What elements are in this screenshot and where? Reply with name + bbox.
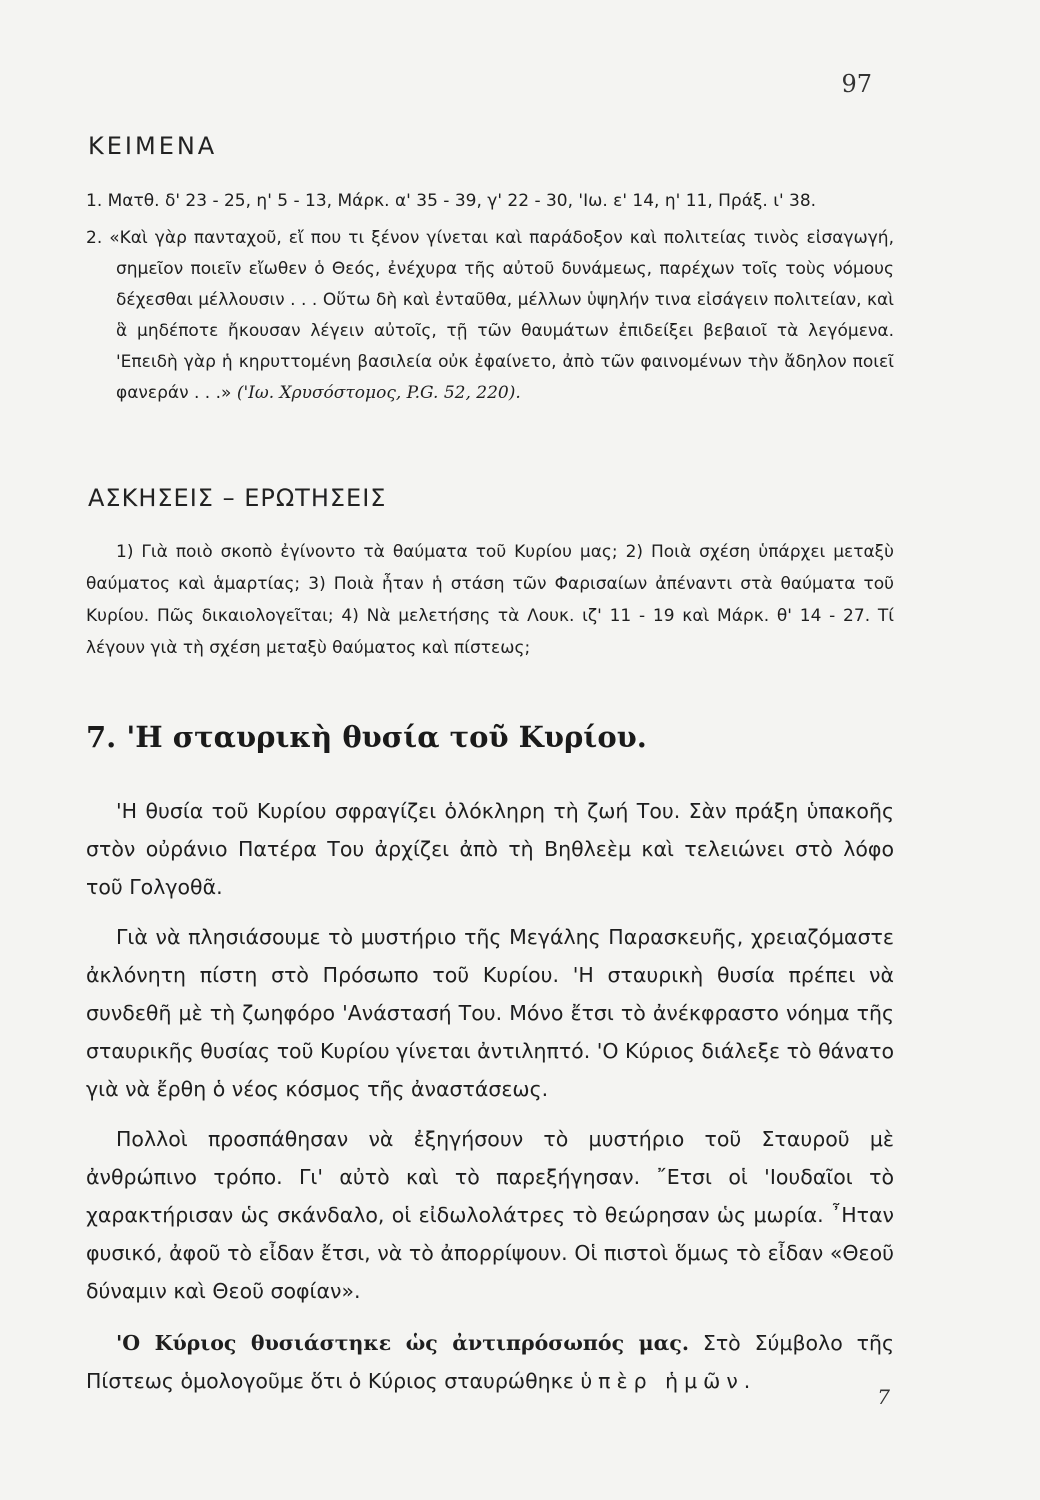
paragraph-4-spaced: ὑπὲρ ἡμῶν. xyxy=(580,1369,757,1393)
keimena-item-1: 1. Ματθ. δ' 23 - 25, η' 5 - 13, Μάρκ. α' 35 - 39, γ' 22 - 30, 'Ιω. ε' 14, η' 11, Πράξ. ι' 38. xyxy=(86,191,817,211)
paragraph-4 xyxy=(86,1324,894,1400)
keimena-list xyxy=(86,186,894,409)
paragraph-4-lead: 'Ο Κύριος θυσιάστηκε ὡς ἀντιπρόσωπός μας. xyxy=(116,1331,689,1355)
paragraph-3: Πολλοὶ προσπάθησαν νὰ ἐξηγήσουν τὸ μυστήριο τοῦ Σταυροῦ μὲ ἀνθρώπινο τρόπο. Γι' αὐτὸ καὶ τὸ παρεξήγησαν. ῎Ετσι οἱ 'Ιουδαῖοι τὸ χαρακτήρισαν ὡς σκάνδαλο, οἱ εἰδωλολάτρες τὸ θεώρησαν ὡς μωρία. ῏Ηταν φυσικό, ἀφοῦ τὸ εἶδαν ἔτσι, νὰ τὸ ἀπορρίψουν. Οἱ πιστοὶ ὅμως τὸ εἶδαν «Θεοῦ δύναμιν καὶ Θεοῦ σοφίαν». xyxy=(86,1127,894,1303)
paragraph-2: Γιὰ νὰ πλησιάσουμε τὸ μυστήριο τῆς Μεγάλης Παρασκευῆς, χρειαζόμαστε ἀκλόνητη πίστη στὸ Πρόσωπο τοῦ Κυρίου. 'Η σταυρικὴ θυσία πρέπει νὰ συνδεθῆ μὲ τὴ ζωηφόρο 'Ανάστασή Του. Μόνο ἔτσι τὸ ἀνέκφραστο νόημα τῆς σταυρικῆς θυσίας τοῦ Κυρίου γίνεται ἀντιληπτό. 'Ο Κύριος διάλεξε τὸ θάνατο γιὰ νὰ ἔρθη ὁ νέος κόσμος τῆς ἀναστάσεως. xyxy=(86,925,894,1101)
page-number: 97 xyxy=(841,70,872,98)
paragraph-4-text: Στὸ Σύμβολο τῆς Πίστεως ὁμολογοῦμε ὅτι ὁ Κύριος σταυρώθηκε xyxy=(86,1331,894,1393)
keimena-item-2-text: 2. «Καὶ γὰρ πανταχοῦ, εἴ που τι ξένον γίνεται καὶ παράδοξον καὶ πολιτείας τινὸς εἰσαγωγή, σημεῖον ποιεῖν εἴωθεν ὁ Θεός, ἐνέχυρα τῆς αὐτοῦ δυνάμεως, παρέχων τοῖς τοὺς νόμους δέχεσθαι μέλλουσιν . . . Οὕτω δὴ καὶ ἐνταῦθα, μέλλων ὑψηλήν τινα εἰσάγειν πολιτείαν, καὶ ἃ μηδέποτε ἤκουσαν λέγειν αὐτοῖς, τῇ τῶν θαυμάτων ἐπιδείξει βεβαιοῖ τὰ λεγόμενα. 'Επειδὴ γὰρ ἡ κηρυττομένη βασιλεία οὐκ ἐφαίνετο, ἀπὸ τῶν φαινομένων τὴν ἄδηλον ποιεῖ φανεράν . . .» xyxy=(86,228,894,403)
keimena-item-2 xyxy=(86,223,894,409)
chapter-body xyxy=(86,792,894,1412)
signature-mark: 7 xyxy=(877,1385,890,1409)
chapter-title: 7. 'Η σταυρικὴ θυσία τοῦ Κυρίου. xyxy=(86,720,647,754)
exercises-heading: ΑΣΚΗΣΕΙΣ – ΕΡΩΤΗΣΕΙΣ xyxy=(88,484,387,512)
keimena-heading: ΚΕΙΜΕΝΑ xyxy=(88,132,218,160)
paragraph-1: 'Η θυσία τοῦ Κυρίου σφραγίζει ὁλόκληρη τὴ ζωή Του. Σὰν πράξη ὑπακοῆς στὸν οὐράνιο Πατέρα Του ἀρχίζει ἀπὸ τὴ Βηθλεὲμ καὶ τελειώνει στὸ λόφο τοῦ Γολγοθᾶ. xyxy=(86,799,894,899)
exercises-text: 1) Γιὰ ποιὸ σκοπὸ ἐγίνοντο τὰ θαύματα τοῦ Κυρίου μας; 2) Ποιὰ σχέση ὑπάρχει μεταξὺ θαύματος καὶ ἁμαρτίας; 3) Ποιὰ ἦταν ἡ στάση τῶν Φαρισαίων ἀπέναντι στὰ θαύματα τοῦ Κυρίου. Πῶς δικαιολογεῖται; 4) Νὰ μελετήσης τὰ Λουκ. ιζ' 11 - 19 καὶ Μάρκ. θ' 14 - 27. Τί λέγουν γιὰ τὴ σχέση μεταξὺ θαύματος καὶ πίστεως; xyxy=(86,542,894,658)
keimena-item-2-source: ('Ιω. Χρυσόστομος, P.G. 52, 220). xyxy=(236,383,521,403)
